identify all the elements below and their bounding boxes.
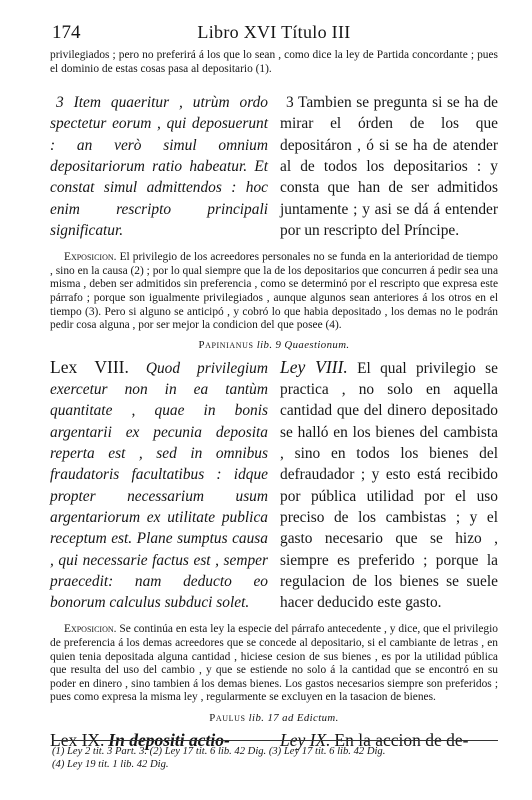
section-3-columns: [50, 92, 498, 241]
section-3-spanish: 3 Tambien se pregunta si se ha de mirar el órden de los que depositáron , ó si se ha de atender al de todos los depositarios : y consta que han de ser admitidos juntamente ; y asi se dá á entender por un rescripto del Príncipe.: [280, 94, 498, 239]
footnote-line-2: (4) Ley 19 tit. 1 lib. 42 Dig.: [52, 759, 169, 770]
footnote-line-1: (1) Ley 2 tit. 3 Part. 3. (2) Ley 17 tit. 6 lib. 42 Dig. (3) Ley 17 tit. 6 lib. 42 Dig.: [52, 746, 386, 757]
exposicion-2-label: Exposicion.: [64, 623, 117, 636]
lex-8-latin: [50, 355, 268, 614]
lex-9-spanish-label: Ley IX.: [280, 729, 331, 750]
carryover-paragraph: privilegiados ; pero no preferirá á los que lo sean , como dice la ley de Partida concordante ; pues el dominio de estas cosas pasa al depositario (1).: [50, 49, 498, 75]
exposicion-1: [50, 251, 498, 333]
exposicion-2: [50, 623, 498, 705]
source-1-author: Papinianus: [198, 338, 254, 351]
source-1-ref: lib. 9 Quaestionum.: [256, 338, 350, 351]
lex-8-latin-label: Lex VIII.: [50, 356, 129, 377]
lex-8-spanish-label: Ley VIII.: [280, 356, 348, 377]
exposicion-1-text: El privilegio de los acreedores personales no se funda en la anterioridad de tiempo , sino en la causa (2) ; por lo qual siempre que la de los depositarios que concurren á pedir sea una misma , deben ser admitidos sin preferencia , como se determinó por el rescripto que expresa este párrafo ; porque son igualmente privilegiados , aunque algunos sean anteriores á los otros en el tiempo (3). Pero si alguno se anticipó , y cobró lo que habia depositado , los demas no le podrán pedir cosa alguna , por ser mejor la condicion del que posee (4).: [50, 251, 498, 332]
lex-9-latin-text: In depositi actio-: [108, 729, 230, 750]
source-papinianus: [50, 339, 498, 351]
source-2-ref: lib. 17 ad Edictum.: [248, 711, 339, 724]
page-number: 174: [52, 22, 81, 43]
source-paulus: [50, 712, 498, 724]
lex-9-latin-label: Lex IX.: [50, 729, 105, 750]
running-title: Libro XVI Título III: [197, 22, 351, 42]
lex-8-latin-text: Quod privilegium exercetur non in ea tantùm quantitate , quae in bonis argentarii ex pecunia deposita reperta est , sed in omnibus fraudatoris facultatibus : idque propter necessarium usum argentariorum ex utilitate publica receptum est. Plane sumptus causa , qui necessarie factus est , semper praecedit: nam deducto eo bonorum calculus subduci solet.: [50, 359, 268, 612]
page: [50, 22, 498, 752]
running-header: [50, 22, 498, 46]
lex-8-columns: [50, 355, 498, 614]
section-3-latin: 3 Item quaeritur , utrùm ordo spectetur eorum , qui deposuerunt : an verò simul omnium depositariorum ratio habeatur. Et constat simul admittendos : hoc enim rescripto principali significatur.: [50, 94, 268, 239]
lex-8-spanish-text: El qual privilegio se practica , no solo en aquella cantidad que del dinero depositado se halló en los bienes del cambista , sino en todos los bienes del defraudador ; y esto está recibido por pública utilidad por el uso preciso de los cambistas ; y el gasto necesario que se hizo , siempre es preferido ; porque la regulacion de los bienes se suele hacer deducido este gasto.: [280, 359, 498, 612]
source-2-author: Paulus: [209, 711, 246, 724]
lex-9-spanish-text: En la accion de de-: [334, 729, 469, 750]
lex-8-spanish: [280, 355, 498, 614]
exposicion-1-label: Exposicion.: [64, 251, 117, 264]
exposicion-2-text: Se continúa en esta ley la especie del párrafo antecedente , y dice, que el privilegio de preferencia á los demas acreedores que se concede al depositario, si el cambiante de letras , en quien tenia depositada alguna cantidad , hiciese cesion de sus bienes , es por la utilidad pública que resulta del uso del cambio , y que se estiende no solo á la cantidad que se encontró en su poder en dinero , sino tambien á los demas bienes. Los gastos necesarios siempre son preferidos ; pues como expresa la misma ley , regularmente se excluyen en la tasacion de bienes.: [50, 623, 498, 704]
footnotes: [52, 740, 498, 771]
